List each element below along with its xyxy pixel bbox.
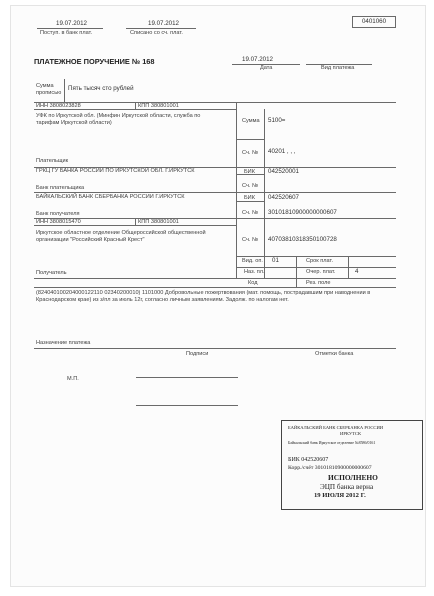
received-date: 19.07.2012 bbox=[56, 20, 87, 27]
grid-line bbox=[264, 109, 265, 278]
grid-line bbox=[296, 256, 297, 278]
grid-line bbox=[296, 278, 297, 287]
grid-line bbox=[34, 348, 396, 349]
queue-value: 4 bbox=[355, 268, 359, 275]
payee-name-line2: организации "Российский Красный Крест" bbox=[36, 237, 145, 243]
grid-line bbox=[34, 287, 396, 288]
stamp-bank-line1: БАЙКАЛЬСКИЙ БАНК СБЕРБАНКА РОССИИ bbox=[288, 425, 384, 430]
purpose-line2: Краснодарском крае) из з/пл за июль 12г, согласно личным заявлениям. Задолж. по налогам нет. bbox=[36, 297, 289, 303]
payment-order-page bbox=[10, 5, 426, 587]
payer-bank-name: ГРКЦ ГУ БАНКА РОССИИ ПО ИРКУТСКОЙ ОБЛ. Г.ИРКУТСК bbox=[36, 168, 195, 174]
operation-type-value: 01 bbox=[272, 257, 279, 264]
code-label: Код bbox=[248, 280, 258, 286]
payee-account-value: 40703810318350100728 bbox=[268, 236, 337, 243]
bank-marks-label: Отметки банка bbox=[315, 351, 354, 357]
page-title: ПЛАТЕЖНОЕ ПОРУЧЕНИЕ № 168 bbox=[34, 57, 155, 66]
payee-bank-corr-value: 30101810900000000607 bbox=[268, 209, 337, 216]
sum-value: 5100= bbox=[268, 117, 286, 124]
term-label: Срок плат. bbox=[306, 258, 334, 264]
payee-label: Получатель bbox=[36, 270, 67, 276]
signatures-label: Подписи bbox=[186, 351, 209, 357]
amount-words-label-2: прописью bbox=[36, 90, 62, 96]
sum-label: Сумма bbox=[242, 118, 260, 124]
stamp-status: ИСПОЛНЕНО bbox=[328, 473, 378, 482]
stamp-corr-account: Корр./счёт 30101810900000000607 bbox=[288, 465, 372, 471]
purpose-code-label: Наз. пл. bbox=[244, 269, 265, 275]
amount-words-label-1: Сумма bbox=[36, 83, 54, 89]
reserve-label: Рез. поле bbox=[306, 280, 331, 286]
grid-line bbox=[135, 102, 136, 109]
received-date-line bbox=[37, 28, 103, 29]
form-code-box: 0401060 bbox=[352, 16, 396, 28]
purpose-line1: (824040100204000122110 02340200010) 1101000 Добровольные пожертвования (мат. помощь, пострадавшим при наводнении в bbox=[36, 290, 371, 296]
payer-name-line1: УФК по Иркутской обл. (Минфин Иркутской области, служба по bbox=[36, 113, 201, 119]
payee-kpp: КПП 380801001 bbox=[138, 219, 179, 225]
queue-label: Очер. плат. bbox=[306, 269, 336, 275]
grid-line bbox=[236, 267, 396, 268]
grid-line bbox=[34, 192, 396, 193]
stamp-branch-line: Байкальский банк Иркутское отделение №8586/0161 bbox=[288, 441, 376, 445]
payee-bank-corr-label: Сч. № bbox=[242, 210, 259, 216]
payer-label: Плательщик bbox=[36, 158, 69, 164]
stamp-ecp: ЭЦП банка верна bbox=[320, 483, 374, 491]
stamp-bank-line2: ИРКУТСК bbox=[340, 431, 362, 436]
payee-name-line1: Иркутское областное отделение Общероссийской общественной bbox=[36, 230, 206, 236]
debited-label: Списано со сч. плат. bbox=[130, 30, 183, 36]
payer-inn: ИНН 3808023828 bbox=[36, 103, 81, 109]
payer-name-line2: тарифам Иркутской области) bbox=[36, 120, 112, 126]
received-label: Поступ. в банк плат. bbox=[40, 30, 93, 36]
grid-line bbox=[34, 278, 396, 279]
bank-execution-stamp bbox=[281, 420, 423, 510]
payment-type-label: Вид платежа bbox=[321, 65, 355, 71]
payee-inn: ИНН 3808015470 bbox=[36, 219, 81, 225]
payer-bank-bik-label: БИК bbox=[244, 169, 255, 175]
payer-bank-bik-value: 042520001 bbox=[268, 168, 299, 175]
stamp-date: 19 ИЮЛЯ 2012 Г. bbox=[314, 492, 366, 499]
order-date-label: Дата bbox=[260, 65, 273, 71]
payee-account-label: Сч. № bbox=[242, 237, 259, 243]
payer-bank-label: Банк плательщика bbox=[36, 185, 85, 191]
payee-bank-label: Банк получателя bbox=[36, 211, 80, 217]
grid-line bbox=[135, 218, 136, 225]
operation-type-label: Вид. оп. bbox=[242, 258, 263, 264]
payee-bank-bik-label: БИК bbox=[244, 195, 255, 201]
signature-line-2 bbox=[136, 405, 238, 406]
payer-kpp: КПП 380801001 bbox=[138, 103, 179, 109]
signature-line-1 bbox=[136, 377, 238, 378]
grid-line bbox=[34, 218, 396, 219]
grid-line bbox=[236, 256, 396, 257]
stamp-bik: БИК 042520607 bbox=[288, 457, 329, 463]
amount-words-value: Пять тысяч сто рублей bbox=[68, 85, 134, 92]
payee-bank-name: БАЙКАЛЬСКИЙ БАНК СБЕРБАНКА РОССИИ Г.ИРКУТСК bbox=[36, 194, 185, 200]
grid-line bbox=[34, 102, 396, 103]
payer-account-value: 40201 , , , bbox=[268, 148, 296, 155]
mp-label: М.П. bbox=[67, 376, 79, 382]
grid-line bbox=[236, 139, 265, 140]
debited-date: 19.07.2012 bbox=[148, 20, 179, 27]
amount-words-divider bbox=[64, 79, 65, 103]
debited-date-line bbox=[126, 28, 196, 29]
grid-line bbox=[236, 102, 237, 278]
grid-line bbox=[348, 256, 349, 278]
payer-account-label: Сч. № bbox=[242, 150, 259, 156]
payer-bank-corr-label: Сч. № bbox=[242, 183, 259, 189]
order-date: 19.07.2012 bbox=[242, 56, 273, 63]
purpose-label: Назначение платежа bbox=[36, 340, 91, 346]
payee-bank-bik-value: 042520607 bbox=[268, 194, 299, 201]
